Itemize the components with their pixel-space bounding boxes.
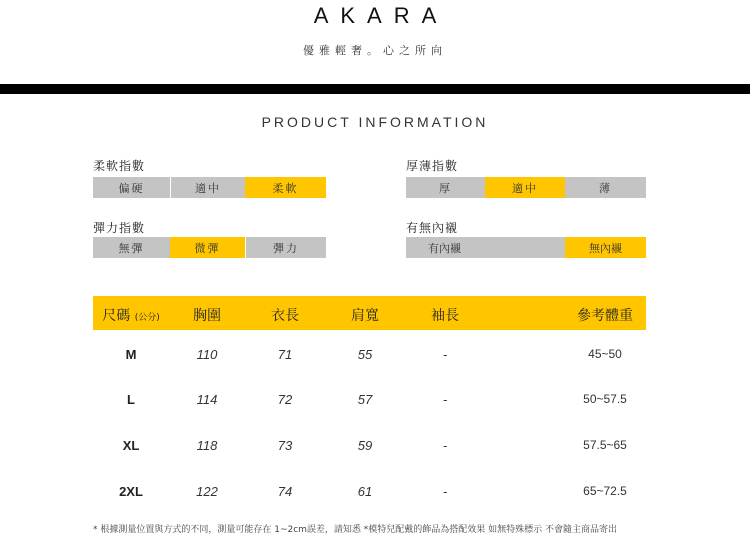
cell-bust: 110 bbox=[196, 347, 218, 362]
elasticity-index-bar bbox=[93, 237, 326, 258]
cell-length: 71 bbox=[277, 347, 293, 362]
cell-shoulder: 59 bbox=[357, 438, 373, 453]
cell-sleeve: - bbox=[442, 484, 448, 499]
lining-index-title: 有無內襯 bbox=[406, 221, 459, 235]
thickness-index-title: 厚薄指數 bbox=[406, 159, 459, 173]
elasticity-option-none: 無彈 bbox=[93, 237, 170, 258]
cell-sleeve: - bbox=[442, 347, 448, 362]
cell-bust: 118 bbox=[196, 438, 218, 453]
cell-size: M bbox=[125, 347, 137, 362]
cell-size: XL bbox=[122, 438, 140, 453]
elasticity-option-stretch: 彈力 bbox=[245, 237, 326, 258]
cell-shoulder: 61 bbox=[357, 484, 373, 499]
section-title: PRODUCT INFORMATION bbox=[261, 114, 489, 130]
lining-option-with: 有內襯 bbox=[406, 237, 565, 258]
header-shoulder: 肩寬 bbox=[351, 308, 379, 324]
lining-index-bar bbox=[406, 237, 646, 258]
header-length: 衣長 bbox=[271, 308, 299, 324]
softness-option-hard: 偏硬 bbox=[93, 177, 170, 198]
cell-weight: 45~50 bbox=[588, 347, 622, 361]
cell-size: L bbox=[127, 392, 135, 407]
cell-shoulder: 55 bbox=[357, 347, 373, 362]
thickness-index-bar bbox=[406, 177, 646, 198]
cell-weight: 57.5~65 bbox=[583, 438, 627, 452]
thickness-option-medium-selected: 適中 bbox=[485, 177, 565, 198]
cell-bust: 114 bbox=[196, 392, 218, 407]
header-sleeve: 袖長 bbox=[431, 308, 459, 324]
thickness-option-thick: 厚 bbox=[406, 177, 485, 198]
softness-option-soft-selected: 柔軟 bbox=[245, 177, 326, 198]
softness-option-medium: 適中 bbox=[170, 177, 245, 198]
header-bust: 胸圍 bbox=[193, 308, 221, 324]
softness-index-title: 柔軟指數 bbox=[93, 159, 146, 173]
softness-index-bar bbox=[93, 177, 326, 198]
header-weight: 參考體重 bbox=[577, 308, 633, 324]
table-row bbox=[93, 345, 646, 365]
size-table-header bbox=[93, 296, 646, 330]
thickness-option-thin: 薄 bbox=[565, 177, 646, 198]
cell-sleeve: - bbox=[442, 392, 448, 407]
header-size: 尺碼 (公分) bbox=[102, 308, 160, 324]
cell-size: 2XL bbox=[119, 484, 143, 499]
header-size-unit: (公分) bbox=[134, 313, 160, 323]
table-row bbox=[93, 436, 646, 456]
lining-option-without-selected: 無內襯 bbox=[565, 237, 646, 258]
cell-weight: 50~57.5 bbox=[583, 392, 627, 406]
cell-weight: 65~72.5 bbox=[583, 484, 627, 498]
table-row bbox=[93, 390, 646, 410]
header-divider-bar bbox=[0, 84, 750, 94]
cell-shoulder: 57 bbox=[357, 392, 373, 407]
cell-length: 73 bbox=[277, 438, 293, 453]
brand-slogan: 優雅輕奢。心之所向 bbox=[303, 44, 447, 57]
elasticity-option-slight-selected: 微彈 bbox=[170, 237, 245, 258]
cell-length: 72 bbox=[277, 392, 293, 407]
cell-sleeve: - bbox=[442, 438, 448, 453]
elasticity-index-title: 彈力指數 bbox=[93, 221, 146, 235]
brand-logo: AKARA bbox=[313, 3, 449, 28]
measurement-note: * 根據測量位置與方式的不同，測量可能存在 1~2cm誤差，請知悉 *模特兒配戴的飾品為搭配效果 如無特殊標示 不會隨主商品寄出 bbox=[93, 525, 618, 535]
cell-bust: 122 bbox=[196, 484, 218, 499]
table-row bbox=[93, 482, 646, 502]
cell-length: 74 bbox=[277, 484, 293, 499]
